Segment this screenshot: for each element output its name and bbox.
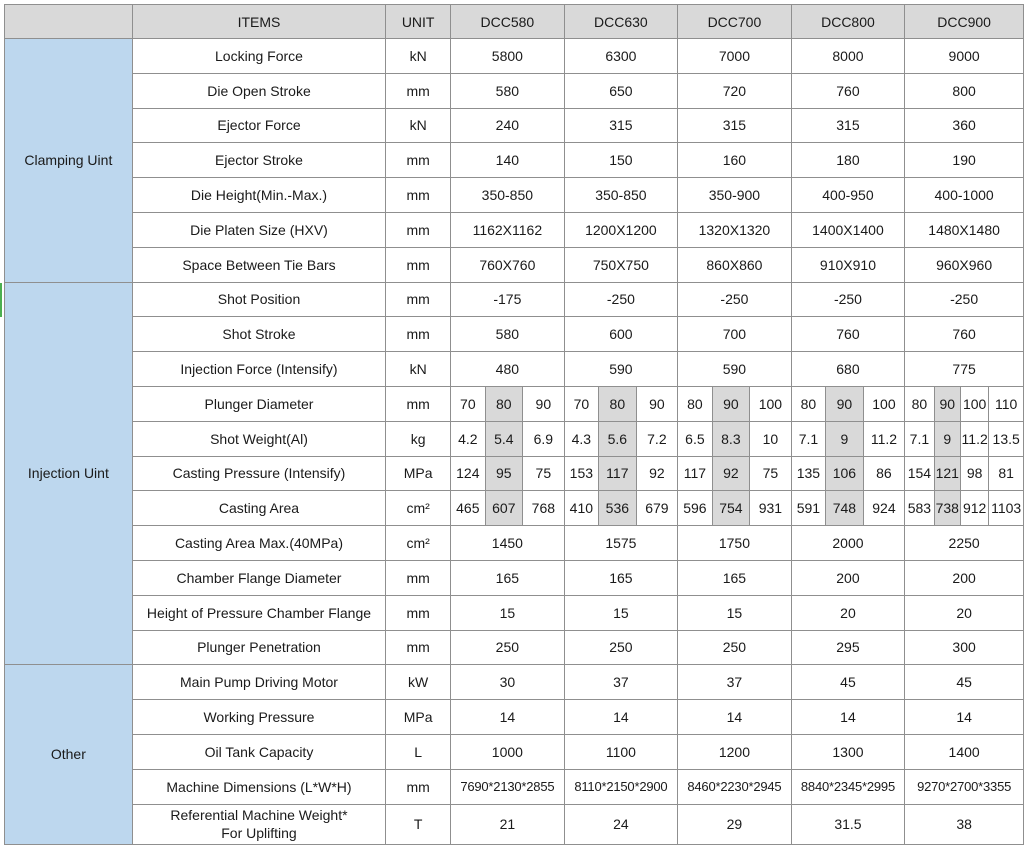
sub-value-cell: 754 [712, 491, 750, 526]
item-label: Locking Force [132, 39, 385, 74]
value-cell: 910X910 [791, 247, 905, 282]
item-label: Plunger Penetration [132, 630, 385, 665]
value-cell: 295 [791, 630, 905, 665]
unit-cell: kg [386, 421, 451, 456]
value-cell: 650 [564, 73, 678, 108]
row-selection-marker [0, 283, 2, 317]
row-die-platen-size [5, 212, 1024, 247]
value-cell: 400-950 [791, 178, 905, 213]
sub-value-cell: 536 [599, 491, 637, 526]
value-cell: 15 [451, 595, 565, 630]
unit-cell: mm [386, 560, 451, 595]
sub-value-cell: 90 [523, 386, 565, 421]
sub-value-cell: 7.1 [905, 421, 934, 456]
value-cell: -175 [451, 282, 565, 317]
sub-value-cell: 154 [905, 456, 934, 491]
sub-value-cell: 7.2 [636, 421, 678, 456]
unit-cell: kW [386, 665, 451, 700]
sub-value-cell: 410 [564, 491, 598, 526]
sub-value-cell: 100 [750, 386, 792, 421]
item-label: Ejector Stroke [132, 143, 385, 178]
row-shot-weight [5, 421, 1024, 456]
value-cell: 1200 [678, 734, 792, 769]
value-cell: 9270*2700*3355 [905, 769, 1024, 804]
value-cell: 360 [905, 108, 1024, 143]
item-label: Casting Pressure (Intensify) [132, 456, 385, 491]
unit-cell: mm [386, 386, 451, 421]
sub-value-cell: 117 [678, 456, 712, 491]
item-label: Plunger Diameter [132, 386, 385, 421]
sub-value-cell: 110 [989, 386, 1024, 421]
group-injection: Injection Uint [5, 282, 133, 665]
sub-value-cell: 6.9 [523, 421, 565, 456]
row-die-open-stroke [5, 73, 1024, 108]
model-header-dcc630: DCC630 [564, 5, 678, 39]
item-label: Chamber Flange Diameter [132, 560, 385, 595]
unit-cell: mm [386, 282, 451, 317]
item-label: Die Open Stroke [132, 73, 385, 108]
sub-value-cell: 117 [599, 456, 637, 491]
model-header-dcc800: DCC800 [791, 5, 905, 39]
value-cell: 165 [451, 560, 565, 595]
sub-value-cell: 1103 [989, 491, 1024, 526]
sub-value-cell: 95 [485, 456, 523, 491]
sub-value-cell: 124 [451, 456, 485, 491]
value-cell: 37 [564, 665, 678, 700]
row-casting-area [5, 491, 1024, 526]
value-cell: 30 [451, 665, 565, 700]
value-cell: 760 [905, 317, 1024, 352]
sub-value-cell: 70 [564, 386, 598, 421]
item-label: Height of Pressure Chamber Flange [132, 595, 385, 630]
unit-cell: cm² [386, 491, 451, 526]
item-label: Die Platen Size (HXV) [132, 212, 385, 247]
sub-value-cell: 92 [636, 456, 678, 491]
value-cell: 1400 [905, 734, 1024, 769]
sub-value-cell: 90 [826, 386, 864, 421]
value-cell: 400-1000 [905, 178, 1024, 213]
value-cell: 20 [791, 595, 905, 630]
value-cell: 1300 [791, 734, 905, 769]
value-cell: 590 [678, 352, 792, 387]
item-label: Ejector Force [132, 108, 385, 143]
sub-value-cell: 607 [485, 491, 523, 526]
sub-value-cell: 80 [599, 386, 637, 421]
sub-value-cell: 5.6 [599, 421, 637, 456]
value-cell: 37 [678, 665, 792, 700]
value-cell: 5800 [451, 39, 565, 74]
value-cell: 165 [564, 560, 678, 595]
sub-value-cell: 13.5 [989, 421, 1024, 456]
unit-cell: mm [386, 630, 451, 665]
value-cell: 14 [905, 700, 1024, 735]
spec-table [4, 4, 1024, 845]
value-cell: 580 [451, 317, 565, 352]
value-cell: 315 [564, 108, 678, 143]
unit-cell: mm [386, 73, 451, 108]
sub-value-cell: 4.3 [564, 421, 598, 456]
unit-cell: mm [386, 178, 451, 213]
row-ejector-stroke [5, 143, 1024, 178]
value-cell: 15 [564, 595, 678, 630]
value-cell: 760 [791, 317, 905, 352]
value-cell: -250 [905, 282, 1024, 317]
unit-header: UNIT [386, 5, 451, 39]
value-cell: 21 [451, 804, 565, 844]
value-cell: 29 [678, 804, 792, 844]
row-injection-force [5, 352, 1024, 387]
sub-value-cell: 90 [712, 386, 750, 421]
sub-value-cell: 98 [960, 456, 988, 491]
unit-cell: T [386, 804, 451, 844]
value-cell: 1200X1200 [564, 212, 678, 247]
value-cell: 250 [678, 630, 792, 665]
value-cell: 350-850 [564, 178, 678, 213]
value-cell: 1400X1400 [791, 212, 905, 247]
value-cell: 6300 [564, 39, 678, 74]
value-cell: 190 [905, 143, 1024, 178]
unit-cell: mm [386, 212, 451, 247]
sub-value-cell: 912 [960, 491, 988, 526]
unit-cell: L [386, 734, 451, 769]
value-cell: 580 [451, 73, 565, 108]
sub-value-cell: 748 [826, 491, 864, 526]
row-working-pressure [5, 700, 1024, 735]
sub-value-cell: 465 [451, 491, 485, 526]
sub-value-cell: 75 [523, 456, 565, 491]
sub-value-cell: 86 [863, 456, 905, 491]
row-casting-area-max [5, 526, 1024, 561]
row-plunger-penetration [5, 630, 1024, 665]
row-plunger-diameter [5, 386, 1024, 421]
value-cell: 250 [564, 630, 678, 665]
item-label-line2: For Uplifting [221, 825, 297, 842]
value-cell: 1000 [451, 734, 565, 769]
model-header-dcc700: DCC700 [678, 5, 792, 39]
value-cell: 15 [678, 595, 792, 630]
sub-value-cell: 135 [791, 456, 825, 491]
value-cell: 315 [678, 108, 792, 143]
sub-value-cell: 100 [863, 386, 905, 421]
sub-value-cell: 583 [905, 491, 934, 526]
value-cell: 31.5 [791, 804, 905, 844]
value-cell: 14 [791, 700, 905, 735]
item-label: Shot Weight(Al) [132, 421, 385, 456]
value-cell: 9000 [905, 39, 1024, 74]
sub-value-cell: 70 [451, 386, 485, 421]
value-cell: 1750 [678, 526, 792, 561]
sub-value-cell: 4.2 [451, 421, 485, 456]
sub-value-cell: 81 [989, 456, 1024, 491]
sub-value-cell: 75 [750, 456, 792, 491]
sub-value-cell: 6.5 [678, 421, 712, 456]
row-tie-bar-space [5, 247, 1024, 282]
group-clamping: Clamping Uint [5, 39, 133, 283]
unit-cell: kN [386, 352, 451, 387]
sub-value-cell: 679 [636, 491, 678, 526]
value-cell: 300 [905, 630, 1024, 665]
row-chamber-flange-diameter [5, 560, 1024, 595]
row-machine-weight [5, 804, 1024, 844]
value-cell: 24 [564, 804, 678, 844]
sub-value-cell: 9 [826, 421, 864, 456]
sub-value-cell: 121 [934, 456, 960, 491]
row-shot-stroke [5, 317, 1024, 352]
value-cell: 1162X1162 [451, 212, 565, 247]
sub-value-cell: 738 [934, 491, 960, 526]
value-cell: 8460*2230*2945 [678, 769, 792, 804]
unit-cell: mm [386, 595, 451, 630]
item-label: Main Pump Driving Motor [132, 665, 385, 700]
sub-value-cell: 153 [564, 456, 598, 491]
value-cell: 2000 [791, 526, 905, 561]
sub-value-cell: 90 [934, 386, 960, 421]
value-cell: 200 [791, 560, 905, 595]
sub-value-cell: 768 [523, 491, 565, 526]
value-cell: 1480X1480 [905, 212, 1024, 247]
unit-cell: mm [386, 143, 451, 178]
sub-value-cell: 10 [750, 421, 792, 456]
value-cell: 775 [905, 352, 1024, 387]
sub-value-cell: 90 [636, 386, 678, 421]
sub-value-cell: 8.3 [712, 421, 750, 456]
value-cell: 180 [791, 143, 905, 178]
value-cell: 1575 [564, 526, 678, 561]
sub-value-cell: 80 [905, 386, 934, 421]
value-cell: 720 [678, 73, 792, 108]
value-cell: 350-900 [678, 178, 792, 213]
value-cell: 7690*2130*2855 [451, 769, 565, 804]
value-cell: 860X860 [678, 247, 792, 282]
value-cell: 14 [678, 700, 792, 735]
value-cell: 7000 [678, 39, 792, 74]
value-cell: 315 [791, 108, 905, 143]
item-label: Oil Tank Capacity [132, 734, 385, 769]
value-cell: 240 [451, 108, 565, 143]
value-cell: 20 [905, 595, 1024, 630]
value-cell: 8000 [791, 39, 905, 74]
row-oil-tank-capacity [5, 734, 1024, 769]
unit-cell: mm [386, 247, 451, 282]
unit-cell: kN [386, 39, 451, 74]
row-locking-force [5, 39, 1024, 74]
item-label: Injection Force (Intensify) [132, 352, 385, 387]
value-cell: 250 [451, 630, 565, 665]
item-label: Working Pressure [132, 700, 385, 735]
sub-value-cell: 924 [863, 491, 905, 526]
unit-cell: cm² [386, 526, 451, 561]
value-cell: 700 [678, 317, 792, 352]
item-label-line1: Referential Machine Weight* [170, 807, 348, 824]
row-chamber-flange-height [5, 595, 1024, 630]
value-cell: 160 [678, 143, 792, 178]
row-casting-pressure [5, 456, 1024, 491]
value-cell: 800 [905, 73, 1024, 108]
item-label: Space Between Tie Bars [132, 247, 385, 282]
value-cell: 165 [678, 560, 792, 595]
unit-cell: mm [386, 317, 451, 352]
value-cell: -250 [678, 282, 792, 317]
row-main-pump-motor [5, 665, 1024, 700]
value-cell: 8840*2345*2995 [791, 769, 905, 804]
model-header-dcc580: DCC580 [451, 5, 565, 39]
value-cell: -250 [791, 282, 905, 317]
value-cell: 45 [791, 665, 905, 700]
item-label: Die Height(Min.-Max.) [132, 178, 385, 213]
item-label: Casting Area Max.(40MPa) [132, 526, 385, 561]
unit-cell: mm [386, 769, 451, 804]
sub-value-cell: 106 [826, 456, 864, 491]
item-label [132, 804, 385, 844]
value-cell: 960X960 [905, 247, 1024, 282]
value-cell: 600 [564, 317, 678, 352]
sub-value-cell: 11.2 [863, 421, 905, 456]
value-cell: 200 [905, 560, 1024, 595]
item-label: Shot Stroke [132, 317, 385, 352]
sub-value-cell: 7.1 [791, 421, 825, 456]
row-shot-position [5, 282, 1024, 317]
value-cell: 45 [905, 665, 1024, 700]
sub-value-cell: 9 [934, 421, 960, 456]
value-cell: 590 [564, 352, 678, 387]
row-ejector-force [5, 108, 1024, 143]
row-machine-dimensions [5, 769, 1024, 804]
sub-value-cell: 931 [750, 491, 792, 526]
sub-value-cell: 80 [485, 386, 523, 421]
model-header-dcc900: DCC900 [905, 5, 1024, 39]
sub-value-cell: 591 [791, 491, 825, 526]
value-cell: 1450 [451, 526, 565, 561]
item-label: Shot Position [132, 282, 385, 317]
sub-value-cell: 100 [960, 386, 988, 421]
spec-table-body [5, 39, 1024, 845]
header-row [5, 5, 1024, 39]
value-cell: 1100 [564, 734, 678, 769]
value-cell: 150 [564, 143, 678, 178]
value-cell: 140 [451, 143, 565, 178]
value-cell: 14 [451, 700, 565, 735]
sub-value-cell: 11.2 [960, 421, 988, 456]
value-cell: 8110*2150*2900 [564, 769, 678, 804]
items-header: ITEMS [132, 5, 385, 39]
value-cell: 760X760 [451, 247, 565, 282]
value-cell: 750X750 [564, 247, 678, 282]
item-label: Casting Area [132, 491, 385, 526]
unit-cell: MPa [386, 700, 451, 735]
row-die-height [5, 178, 1024, 213]
sub-value-cell: 596 [678, 491, 712, 526]
sub-value-cell: 80 [791, 386, 825, 421]
corner-cell [5, 5, 133, 39]
sub-value-cell: 80 [678, 386, 712, 421]
value-cell: 680 [791, 352, 905, 387]
value-cell: 2250 [905, 526, 1024, 561]
value-cell: 760 [791, 73, 905, 108]
value-cell: 480 [451, 352, 565, 387]
group-other: Other [5, 665, 133, 844]
value-cell: 1320X1320 [678, 212, 792, 247]
value-cell: 350-850 [451, 178, 565, 213]
sub-value-cell: 5.4 [485, 421, 523, 456]
item-label: Machine Dimensions (L*W*H) [132, 769, 385, 804]
sub-value-cell: 92 [712, 456, 750, 491]
unit-cell: kN [386, 108, 451, 143]
value-cell: 38 [905, 804, 1024, 844]
unit-cell: MPa [386, 456, 451, 491]
value-cell: 14 [564, 700, 678, 735]
value-cell: -250 [564, 282, 678, 317]
